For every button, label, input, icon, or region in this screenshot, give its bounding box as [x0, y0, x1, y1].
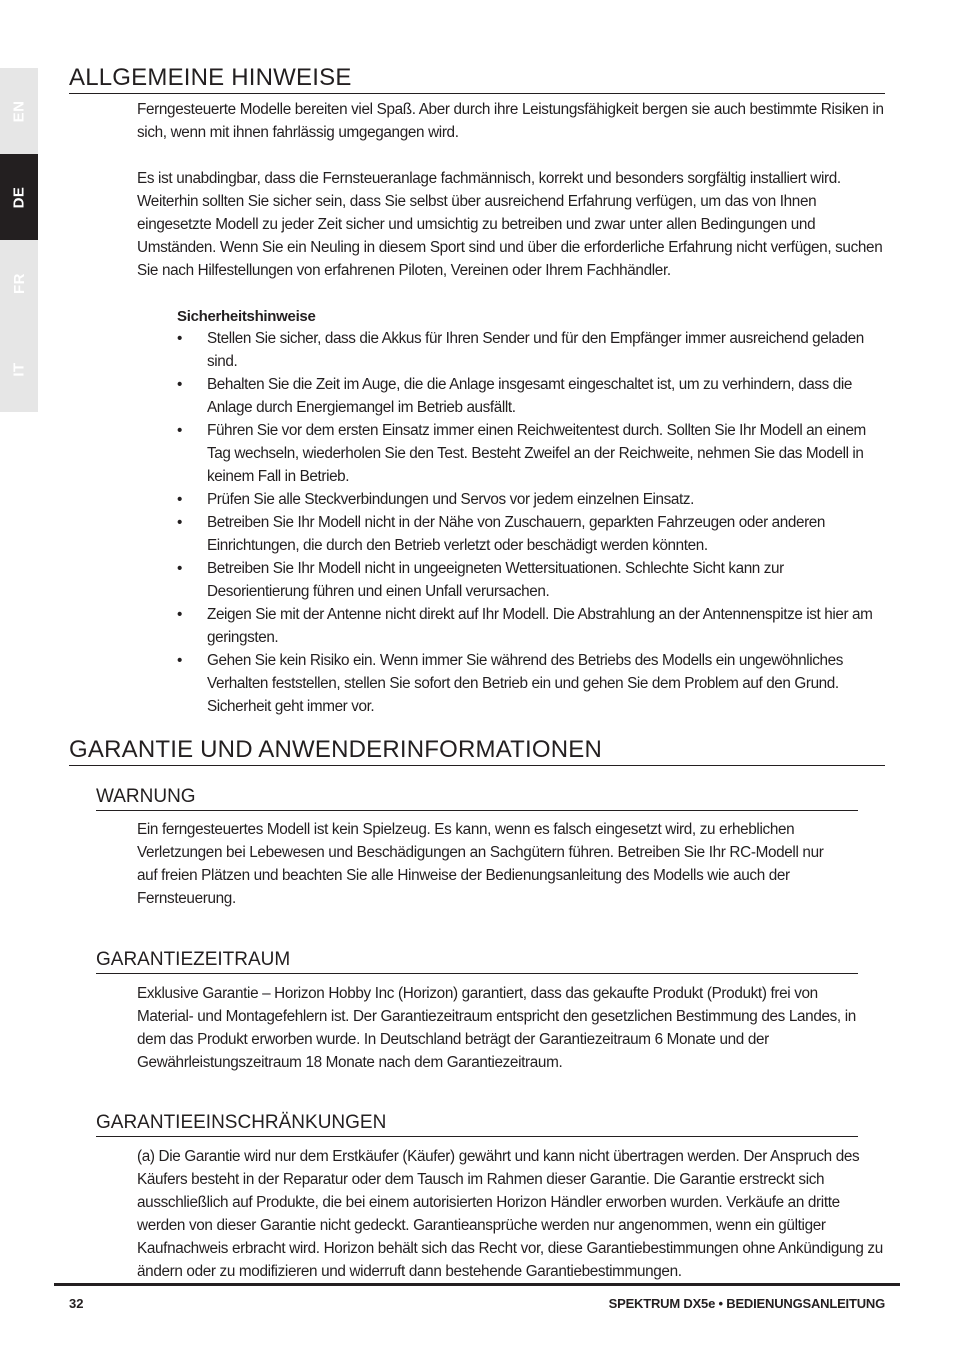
subsection-title-warnung: WARNUNG [96, 786, 858, 811]
installation-paragraph: Es ist unabdingbar, dass die Fernsteueranlage fachmännisch, korrekt und besonders sorgfältig installiert wird. Weiterhin sollten Sie sicher sein, dass Sie selbst über ausreichend Erfahrung verfügen, um das von Ihnen eingesetzte Modell zu jeder Zeit sicher und umsichtig zu betreiben und zwar unter allen Bedingungen und Umständen. Wenn Sie ein Neuling in diesem Sport sind und über die erforderliche Erfahrung nicht verfügen, suchen Sie nach Hilfestellungen von erfahrenen Piloten, Vereinen oder Ihrem Fachhändler. [137, 170, 883, 279]
lang-tab-label: DE [10, 186, 28, 208]
list-item-text: Behalten Sie die Zeit im Auge, die die Anlage insgesamt eingeschaltet ist, um zu verhindern, dass die Anlage durch Energiemangel im Betrieb ausfällt. [207, 376, 852, 416]
safety-heading: Sicherheitshinweise [177, 308, 316, 325]
footer-rule [54, 1283, 900, 1286]
list-item [177, 327, 889, 373]
bullet-icon: • [177, 422, 182, 439]
list-item [177, 419, 889, 488]
list-item [177, 488, 889, 511]
list-item [177, 373, 889, 419]
garantiezeitraum-paragraph: Exklusive Garantie – Horizon Hobby Inc (Horizon) garantiert, dass das gekaufte Produkt (Produkt) frei von Material- und Montagefehlern ist. Der Garantiezeitraum entspricht den gesetzlichen Bestimmung des Landes, in dem das Produkt erworben wurde. In Deutschland beträgt der Garantiezeitraum 6 Monate und der Gewährleistungszeitraum 18 Monate nach dem Garantiezeitraum. [137, 985, 856, 1071]
safety-list [177, 327, 889, 718]
list-item-text: Stellen Sie sicher, dass die Akkus für Ihren Sender und für den Empfänger immer ausreichend geladen sind. [207, 330, 864, 370]
lang-tab-en[interactable] [0, 68, 38, 154]
list-item-text: Führen Sie vor dem ersten Einsatz immer einen Reichweitentest durch. Sollten Sie Ihr Modell an einem Tag wechseln, wiederholen Sie den Test. Besteht Zweifel an der Reichweite, nehmen Sie das Modell in keinem Fall in Betrieb. [207, 422, 866, 485]
bullet-icon: • [177, 652, 182, 669]
list-item [177, 557, 889, 603]
lang-tab-it[interactable] [0, 326, 38, 412]
language-tabs [0, 68, 38, 412]
bullet-icon: • [177, 330, 182, 347]
subsection-title-einschraenkungen: GARANTIEEINSCHRÄNKUNGEN [96, 1112, 858, 1137]
page-number: 32 [69, 1296, 84, 1311]
list-item-text: Betreiben Sie Ihr Modell nicht in ungeeigneten Wettersituationen. Schlechte Sicht kann zur Desorientierung führen und einen Unfall verursachen. [207, 560, 784, 600]
bullet-icon: • [177, 560, 182, 577]
intro-paragraph: Ferngesteuerte Modelle bereiten viel Spaß. Aber durch ihre Leistungsfähigkeit bergen sie auch bestimmte Risiken in sich, wenn mit ihnen fahrlässig umgegangen wird. [137, 101, 884, 141]
einschraenkungen-paragraph: (a) Die Garantie wird nur dem Erstkäufer (Käufer) gewährt und kann nicht übertragen werden. Der Anspruch des Käufers besteht in der Reparatur oder dem Tausch im Rahmen dieser Garantie. Die Garantie erstreckt sich ausschließlich auf Produkte, die bei einem autorisierten Horizon Händler erworben wurden. Verkäufe an dritte werden von dieser Garantie nicht gedeckt. Garantieansprüche werden nur angenommen, wenn ein gültiger Kaufnachweis erbracht wird. Horizon behält sich das Recht vor, diese Garantiebestimmungen ohne Ankündigung zu ändern oder zu modifizieren und widerruft dann bestehende Garantiebestimmungen. [137, 1148, 883, 1280]
lang-tab-label: EN [10, 100, 28, 122]
subsection-title-garantiezeitraum: GARANTIEZEITRAUM [96, 949, 858, 974]
list-item [177, 649, 889, 718]
warnung-paragraph: Ein ferngesteuertes Modell ist kein Spielzeug. Es kann, wenn es falsch eingesetzt wird, zu erheblichen Verletzungen bei Lebewesen und Beschädigungen an Sachgütern führen. Betreiben Sie Ihr RC-Modell nur auf freien Plätzen und beachten Sie alle Hinweise der Bedienungsanleitung des Modells wie auch der Fernsteuerung. [137, 821, 824, 907]
lang-tab-fr[interactable] [0, 240, 38, 326]
footer-title: SPEKTRUM DX5e • BEDIENUNGSANLEITUNG [608, 1296, 885, 1311]
list-item-text: Betreiben Sie Ihr Modell nicht in der Nähe von Zuschauern, geparkten Fahrzeugen oder anderen Einrichtungen, die durch den Betrieb verletzt oder beschädigt werden könnten. [207, 514, 825, 554]
lang-tab-label: FR [10, 272, 28, 294]
lang-tab-de[interactable] [0, 154, 38, 240]
bullet-icon: • [177, 376, 182, 393]
list-item [177, 603, 889, 649]
bullet-icon: • [177, 606, 182, 623]
list-item-text: Prüfen Sie alle Steckverbindungen und Servos vor jedem einzelnen Einsatz. [207, 491, 694, 508]
list-item [177, 511, 889, 557]
list-item-text: Zeigen Sie mit der Antenne nicht direkt auf Ihr Modell. Die Abstrahlung an der Antennenspitze ist hier am geringsten. [207, 606, 873, 646]
section-title-garantie: GARANTIE UND ANWENDERINFORMATIONEN [69, 736, 885, 766]
bullet-icon: • [177, 491, 182, 508]
lang-tab-label: IT [10, 361, 28, 377]
bullet-icon: • [177, 514, 182, 531]
section-title-allgemeine-hinweise: ALLGEMEINE HINWEISE [69, 64, 885, 94]
list-item-text: Gehen Sie kein Risiko ein. Wenn immer Sie während des Betriebs des Modells ein ungewöhnliches Verhalten feststellen, stellen Sie sofort den Betrieb ein und gehen Sie dem Problem auf den Grund. Sicherheit geht immer vor. [207, 652, 843, 715]
